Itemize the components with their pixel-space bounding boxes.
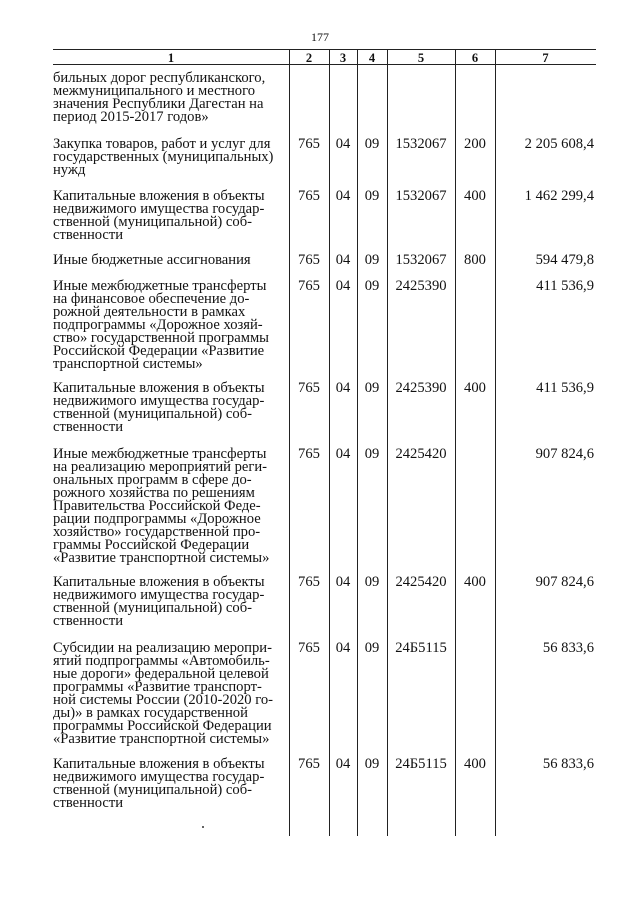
row-c4-cell: 09 xyxy=(364,380,380,396)
row-description-line: ственности xyxy=(53,227,124,243)
header-col-6: 6 xyxy=(471,51,479,65)
row-c7-cell: 2 205 608,4 xyxy=(524,136,594,152)
row-c3-cell: 04 xyxy=(335,380,351,396)
header-col-4: 4 xyxy=(368,51,376,65)
page-number: 177 xyxy=(311,30,329,44)
row-c7-cell: 907 824,6 xyxy=(535,446,594,462)
row-c5-cell: 2425390 xyxy=(395,380,447,396)
row-c6-cell: 400 xyxy=(464,188,486,204)
row-description-line: недвижимого имущества государ- xyxy=(53,769,265,785)
row-description-line: значения Республики Дагестан на xyxy=(53,96,264,112)
row-c7-cell: 1 462 299,4 xyxy=(524,188,594,204)
row-c5-cell: 1532067 xyxy=(395,136,447,152)
row-description-line: подпрограммы «Дорожное хозяй- xyxy=(53,317,263,333)
row-c3-cell: 04 xyxy=(335,574,351,590)
header-col-7: 7 xyxy=(542,51,549,65)
row-c4-cell: 09 xyxy=(364,574,380,590)
row-description-line: ятий подпрограммы «Автомобиль- xyxy=(53,653,270,669)
row-c4-cell: 09 xyxy=(364,640,380,656)
row-c2-cell: 765 xyxy=(298,136,320,152)
row-c7-cell: 56 833,6 xyxy=(542,640,594,656)
row-description-line: Иные бюджетные ассигнования xyxy=(53,252,251,268)
row-c2-cell: 765 xyxy=(298,446,320,462)
row-description-line: Правительства Российской Феде- xyxy=(53,498,261,514)
row-description-line: бильных дорог республиканского, xyxy=(53,70,266,86)
row-description-line: программы Российской Федерации xyxy=(53,718,272,734)
header-col-2: 2 xyxy=(305,51,313,65)
row-description-line: программы «Развитие транспорт- xyxy=(53,679,262,695)
row-description-line: период 2015-2017 годов» xyxy=(53,109,209,125)
row-c5-cell: 24Б5115 xyxy=(395,756,447,772)
header-col-3: 3 xyxy=(339,51,347,65)
row-description-line: рации подпрограммы «Дорожное xyxy=(53,511,261,527)
row-description-line: Капитальные вложения в объекты xyxy=(53,188,265,204)
row-c7-cell: 411 536,9 xyxy=(536,380,594,396)
row-c4-cell: 09 xyxy=(364,136,380,152)
row-c3-cell: 04 xyxy=(335,278,351,294)
scan-dot xyxy=(202,826,204,828)
row-c5-cell: 2425420 xyxy=(395,446,447,462)
row-description-line: Иные межбюджетные трансферты xyxy=(53,446,267,462)
row-c6-cell: 400 xyxy=(464,574,486,590)
row-description-line: межмуниципального и местного xyxy=(53,83,256,99)
row-c3-cell: 04 xyxy=(335,446,351,462)
row-c2-cell: 765 xyxy=(298,380,320,396)
row-c5-cell: 1532067 xyxy=(395,252,447,268)
row-description-line: недвижимого имущества государ- xyxy=(53,393,265,409)
row-description-line: на реализацию мероприятий реги- xyxy=(53,459,268,475)
row-c2-cell: 765 xyxy=(298,640,320,656)
row-c7-cell: 594 479,8 xyxy=(535,252,594,268)
row-c6-cell: 400 xyxy=(464,756,486,772)
row-description-line: Капитальные вложения в объекты xyxy=(53,380,265,396)
header-col-5: 5 xyxy=(417,51,425,65)
row-c3-cell: 04 xyxy=(335,188,351,204)
row-c7-cell: 907 824,6 xyxy=(535,574,594,590)
row-description-line: ственности xyxy=(53,613,124,629)
row-description-line: «Развитие транспортной системы» xyxy=(53,550,270,566)
row-description-line: ственной (муниципальной) соб- xyxy=(53,782,252,798)
row-description-line: ство» государственной программы xyxy=(53,330,269,346)
row-description-line: на финансовое обеспечение до- xyxy=(53,291,250,307)
row-c7-cell: 56 833,6 xyxy=(542,756,594,772)
row-c5-cell: 24Б5115 xyxy=(395,640,447,656)
row-c4-cell: 09 xyxy=(364,188,380,204)
row-c3-cell: 04 xyxy=(335,640,351,656)
row-description-line: ственной (муниципальной) соб- xyxy=(53,406,252,422)
row-description-line: ственности xyxy=(53,419,124,435)
row-description-line: ственности xyxy=(53,795,124,811)
row-c4-cell: 09 xyxy=(364,756,380,772)
row-description-line: транспортной системы» xyxy=(53,356,203,372)
row-c2-cell: 765 xyxy=(298,188,320,204)
row-description-line: ственной (муниципальной) соб- xyxy=(53,600,252,616)
row-description-line: государственных (муниципальных) xyxy=(53,149,274,165)
row-c2-cell: 765 xyxy=(298,574,320,590)
row-description-line: недвижимого имущества государ- xyxy=(53,587,265,603)
row-description-line: Иные межбюджетные трансферты xyxy=(53,278,267,294)
row-description-line: рожной деятельности в рамках xyxy=(53,304,246,320)
row-c5-cell: 1532067 xyxy=(395,188,447,204)
row-description-line: Субсидии на реализацию меропри- xyxy=(53,640,272,656)
row-c4-cell: 09 xyxy=(364,446,380,462)
row-c3-cell: 04 xyxy=(335,136,351,152)
row-description-line: Капитальные вложения в объекты xyxy=(53,574,265,590)
row-description-line: недвижимого имущества государ- xyxy=(53,201,265,217)
row-c4-cell: 09 xyxy=(364,252,380,268)
row-description-line: Закупка товаров, работ и услуг для xyxy=(53,136,271,152)
row-description-line: рожного хозяйства по решениям xyxy=(53,485,255,501)
row-description-line: ды)» в рамках государственной xyxy=(53,705,248,721)
row-c2-cell: 765 xyxy=(298,756,320,772)
row-description-line: Капитальные вложения в объекты xyxy=(53,756,265,772)
row-description-line: граммы Российской Федерации xyxy=(53,537,250,553)
row-description-line: хозяйство» государственной про- xyxy=(53,524,261,540)
row-description-line: ной системы России (2010-2020 го- xyxy=(53,692,274,708)
row-description-line: нужд xyxy=(53,162,86,178)
header-col-1: 1 xyxy=(167,51,175,65)
row-description-line: ональных программ в сфере до- xyxy=(53,472,252,488)
row-c6-cell: 800 xyxy=(464,252,486,268)
row-description-line: ственной (муниципальной) соб- xyxy=(53,214,252,230)
row-c5-cell: 2425390 xyxy=(395,278,447,294)
row-c6-cell: 200 xyxy=(464,136,486,152)
row-c3-cell: 04 xyxy=(335,252,351,268)
row-c3-cell: 04 xyxy=(335,756,351,772)
row-c7-cell: 411 536,9 xyxy=(536,278,594,294)
row-c6-cell: 400 xyxy=(464,380,486,396)
row-c2-cell: 765 xyxy=(298,278,320,294)
row-description-line: ные дороги» федеральной целевой xyxy=(53,666,269,682)
row-description-line: Российской Федерации «Развитие xyxy=(53,343,265,359)
row-c4-cell: 09 xyxy=(364,278,380,294)
row-c5-cell: 2425420 xyxy=(395,574,447,590)
row-description-line: «Развитие транспортной системы» xyxy=(53,731,270,747)
row-c2-cell: 765 xyxy=(298,252,320,268)
